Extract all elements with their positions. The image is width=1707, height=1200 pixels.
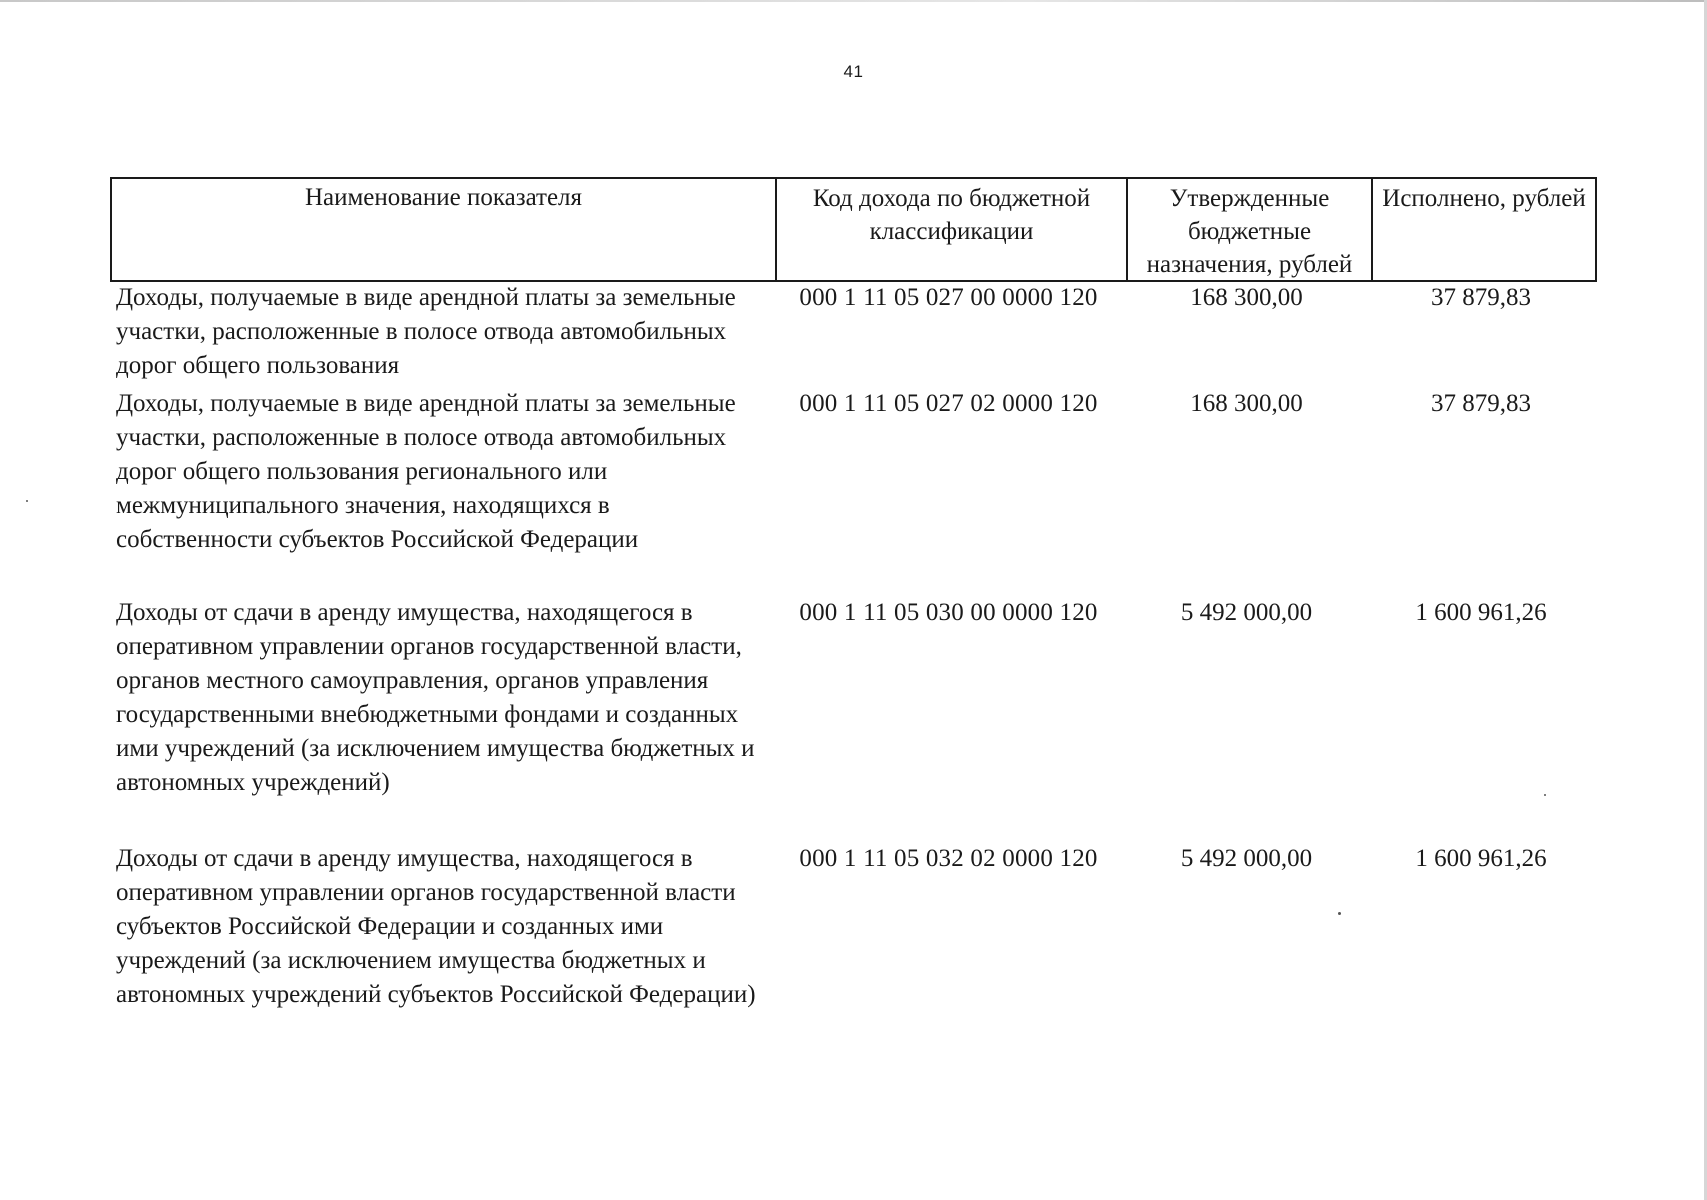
row-indicator-name: Доходы, получаемые в виде арендной платы за земельные участки, расположенные в полосе отвода автомобильных дорог общего пользования bbox=[116, 284, 736, 379]
header-executed: Исполнено, рублей bbox=[1371, 179, 1595, 280]
row-executed-amount: 1 600 961,26 bbox=[1415, 845, 1547, 872]
table-row bbox=[110, 387, 1597, 557]
row-indicator-name: Доходы от сдачи в аренду имущества, находящегося в оперативном управлении органов государственной власти, органов местного самоуправления, органов управления государственными внебюджетными фондами и созданных ими учреждений (за исключением имущества бюджетных и автономных учреждений) bbox=[116, 599, 755, 796]
scan-edge-top bbox=[0, 0, 1707, 2]
table-row bbox=[110, 281, 1597, 383]
row-income-code: 000 1 11 05 032 02 0000 120 bbox=[799, 845, 1098, 872]
header-income-code: Код дохода по бюджетной классификации bbox=[775, 179, 1126, 280]
page-number: 41 bbox=[843, 62, 864, 81]
table-row bbox=[110, 842, 1597, 1012]
row-income-code: 000 1 11 05 027 02 0000 120 bbox=[799, 390, 1098, 417]
row-executed-amount: 1 600 961,26 bbox=[1415, 599, 1547, 626]
scan-speck bbox=[1544, 794, 1546, 796]
scan-speck bbox=[1338, 912, 1341, 915]
row-approved-amount: 5 492 000,00 bbox=[1180, 845, 1313, 872]
row-executed-amount: 37 879,83 bbox=[1431, 284, 1531, 311]
header-indicator-name: Наименование показателя bbox=[304, 184, 583, 211]
row-approved-amount: 5 492 000,00 bbox=[1180, 599, 1313, 626]
table-header bbox=[110, 177, 1597, 282]
table-row bbox=[110, 596, 1597, 800]
row-indicator-name: Доходы, получаемые в виде арендной платы за земельные участки, расположенные в полосе отвода автомобильных дорог общего пользования регионального или межмуниципального значения, находящихся в собственности субъектов Российской Федерации bbox=[116, 390, 736, 553]
row-approved-amount: 168 300,00 bbox=[1190, 390, 1303, 417]
scan-speck bbox=[26, 500, 28, 502]
row-income-code: 000 1 11 05 027 00 0000 120 bbox=[799, 284, 1098, 311]
header-approved-budget: Утвержденные бюджетные назначения, рублей bbox=[1126, 179, 1371, 280]
row-indicator-name: Доходы от сдачи в аренду имущества, находящегося в оперативном управлении органов государственной власти субъектов Российской Федерации и созданных ими учреждений (за исключением имущества бюджетных и автономных учреждений субъектов Российской Федерации) bbox=[116, 845, 756, 1008]
row-income-code: 000 1 11 05 030 00 0000 120 bbox=[799, 599, 1098, 626]
row-executed-amount: 37 879,83 bbox=[1431, 390, 1531, 417]
row-approved-amount: 168 300,00 bbox=[1190, 284, 1303, 311]
